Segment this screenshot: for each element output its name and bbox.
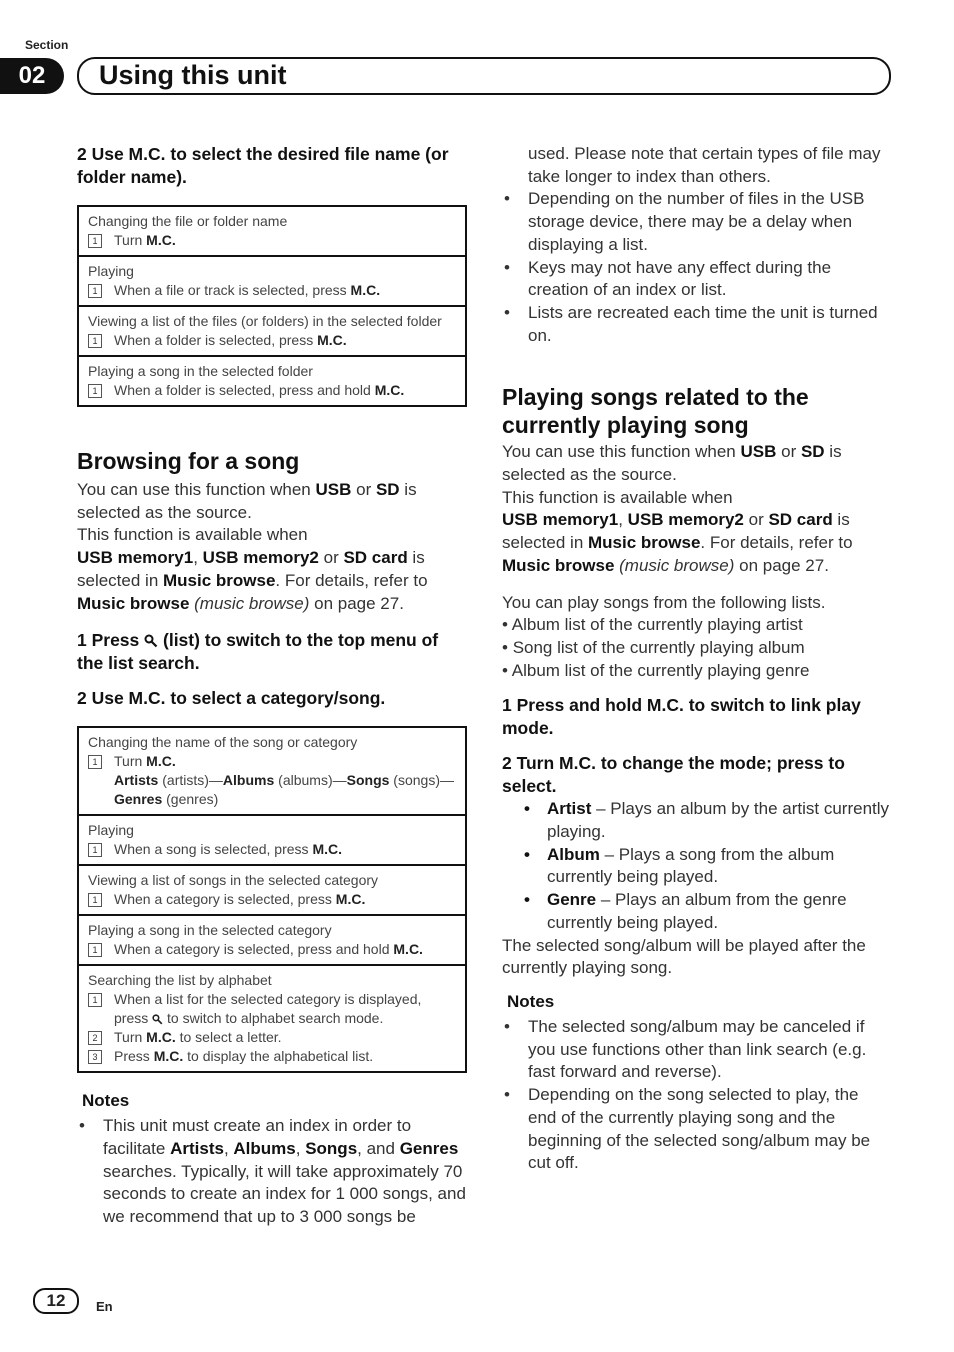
list-item: • Song list of the currently playing album [502,637,890,660]
step-number: 1 [88,755,102,769]
playable-lists [502,614,890,682]
row-heading: Viewing a list of songs in the selected category [88,872,379,889]
table-row [79,207,465,255]
step-press-list: 1 Press (list) to switch to the top menu of the list search. [77,630,439,674]
table-row [79,355,465,405]
step-select-file: 2 Use M.C. to select the desired file name (or folder name). [77,144,449,187]
browse-paragraph: You can use this function when USB or SD is selected as the source. This function is available when USB memory1, USB memory2 or SD card is selected in Music browse. For details, refer to Music browse (music browse) on page 27. [77,480,428,613]
notes-list [502,1016,890,1175]
notes-list [502,188,890,347]
row-text: When a folder is selected, press and hold M.C. [114,382,405,398]
table-row [79,864,465,914]
section-heading-related: Playing songs related to the currently playing song [502,384,809,439]
search-icon [152,1014,163,1025]
list-item: • The selected song/album may be canceled if you use functions other than link search (e.g. fast forward and reverse). [502,1016,890,1084]
step-select-category: 2 Use M.C. to select a category/song. [77,688,386,709]
row-text: Turn M.C. to select a letter. [114,1029,282,1046]
row-heading: Searching the list by alphabet [88,972,272,989]
list-item: • Album list of the currently playing artist [502,614,890,637]
row-text: Turn M.C. [114,753,176,770]
file-operations-table [77,205,467,407]
step-number: 1 [88,284,102,298]
right-column [502,143,890,1175]
chapter-title-box [77,57,891,95]
table-row [79,728,465,814]
row-heading: Playing [88,263,134,279]
row-text: When a folder is selected, press M.C. [114,332,347,348]
row-text: When a category is selected, press and hold M.C. [114,941,423,958]
list-item: • Keys may not have any effect during the creation of an index or list. [502,257,890,302]
notes-title: Notes [82,1091,130,1111]
row-text: When a song is selected, press M.C. [114,841,342,858]
step-number: 1 [88,234,102,248]
list-item: • Depending on the number of files in the USB storage device, there may be a delay when displaying a list. [502,188,890,256]
notes-list [77,1115,467,1229]
page-number: 12 [33,1288,79,1314]
list-item: • This unit must create an index in order to facilitate Artists, Albums, Songs, and Genres searches. Typically, it will take approximately 70 seconds to create an index for 1 000 songs, and we recommend that up to 3 000 songs be [77,1115,467,1229]
category-cycle: Artists (artists)—Albums (albums)—Songs (songs)—Genres (genres) [114,772,454,808]
row-heading: Viewing a list of the files (or folders) in the selected folder [88,313,442,329]
row-heading: Playing a song in the selected category [88,922,332,939]
list-item: • Genre – Plays an album from the genre currently being played. [502,889,890,934]
step-number: 1 [88,943,102,957]
step-number: 1 [88,893,102,907]
table-row [79,914,465,964]
note-continuation: used. Please note that certain types of file may take longer to index than others. [528,144,881,186]
list-item: • Depending on the song selected to play, the end of the currently playing song and the beginning of the selected song/album may be cut off. [502,1084,890,1175]
list-item: • Artist – Plays an album by the artist currently playing. [502,798,890,843]
step-number: 1 [88,843,102,857]
row-heading: Playing a song in the selected folder [88,363,313,379]
notes-title: Notes [507,991,555,1011]
mode-list [502,798,890,934]
search-icon [144,634,158,648]
step-number: 2 [88,1031,102,1045]
row-text: When a file or track is selected, press M.C. [114,282,381,298]
step-number: 1 [88,993,102,1007]
after-paragraph: The selected song/album will be played after the currently playing song. [502,935,866,978]
step-number: 3 [88,1050,102,1064]
row-text: When a list for the selected category is displayed, press to switch to alphabet search mode. [114,991,422,1027]
list-item: • Lists are recreated each time the unit is turned on. [502,302,890,347]
section-label: Section [25,38,69,52]
lists-intro: You can play songs from the following lists. [502,592,826,612]
step-change-mode: 2 Turn M.C. to change the mode; press to select. [502,753,845,797]
related-paragraph: You can use this function when USB or SD is selected as the source. This function is available when USB memory1, USB memory2 or SD card is selected in Music browse. For details, refer to Music browse (music browse) on page 27. [502,442,853,575]
table-row [79,964,465,1071]
table-row [79,305,465,355]
row-text: Press M.C. to display the alphabetical list. [114,1048,374,1065]
section-number: 02 [0,58,64,94]
row-heading: Changing the name of the song or category [88,734,358,751]
step-number: 1 [88,384,102,398]
row-text: When a category is selected, press M.C. [114,891,366,908]
language-code: En [96,1299,113,1314]
table-row [79,255,465,305]
list-item: • Album – Plays a song from the album currently being played. [502,844,890,889]
step-number: 1 [88,334,102,348]
category-operations-table [77,726,467,1073]
row-heading: Changing the file or folder name [88,213,288,229]
left-column [77,143,467,1229]
chapter-title: Using this unit [99,60,287,90]
row-heading: Playing [88,822,134,839]
section-heading-browsing: Browsing for a song [77,448,300,474]
table-row [79,814,465,864]
step-link-play: 1 Press and hold M.C. to switch to link play mode. [502,695,861,739]
row-text: Turn M.C. [114,232,176,248]
list-item: • Album list of the currently playing genre [502,660,890,683]
